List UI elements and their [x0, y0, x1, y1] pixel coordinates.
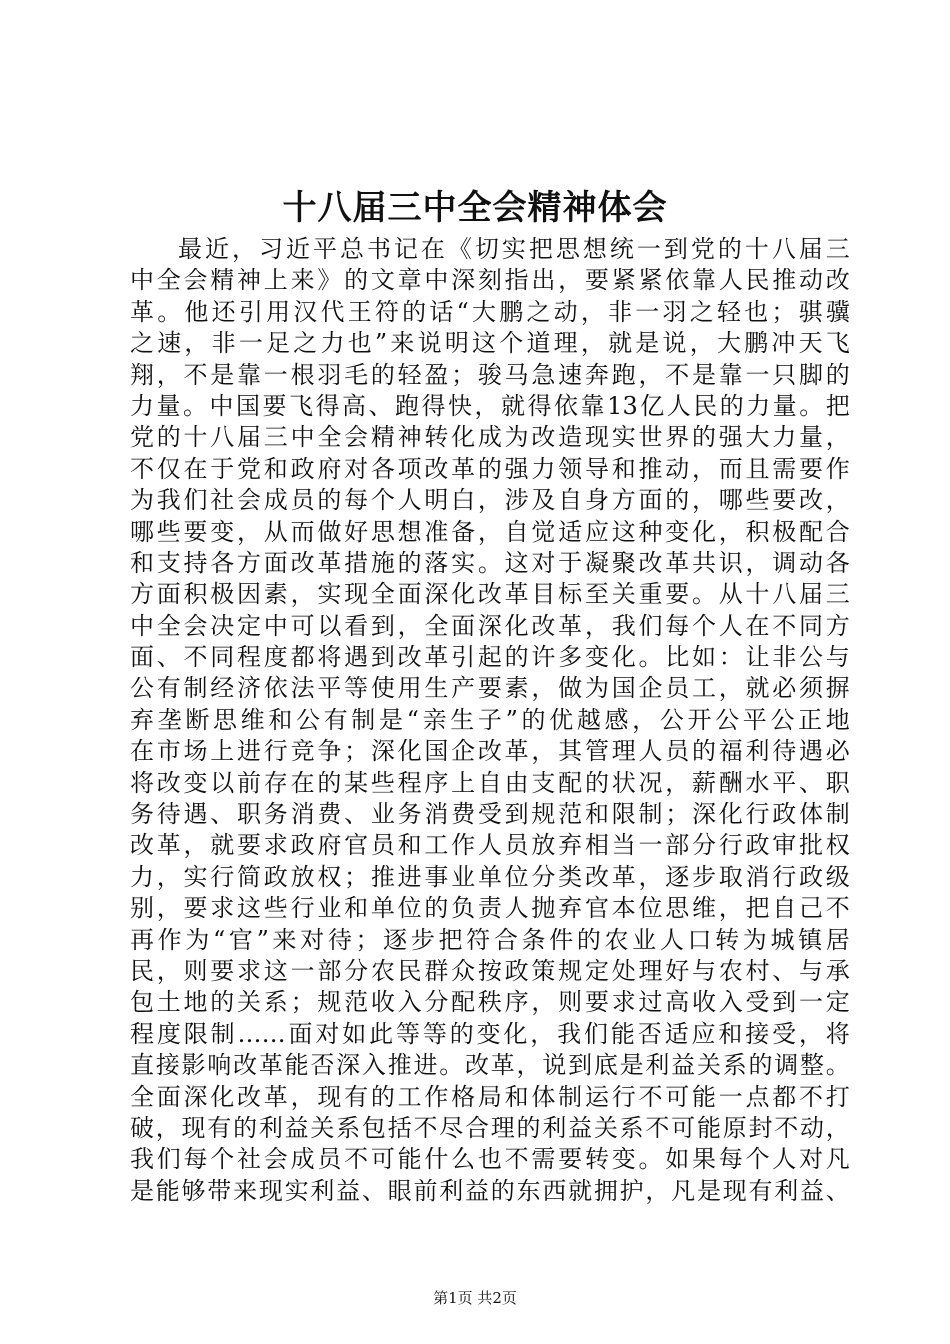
paragraph-line: 程度限制……面对如此等等的变化，我们能否适应和接受，将	[130, 1019, 850, 1048]
paragraph-line: 不仅在于党和政府对各项改革的强力领导和推动，而且需要作	[130, 454, 850, 483]
paragraph-line: 直接影响改革能否深入推进。改革，说到底是利益关系的调整。	[130, 1051, 850, 1080]
paragraph-line: 方面积极因素，实现全面深化改革目标至关重要。从十八届三	[130, 580, 850, 609]
paragraph-line: 改革，就要求政府官员和工作人员放弃相当一部分行政审批权	[130, 831, 850, 860]
paragraph-line: 公有制经济依法平等使用生产要素，做为国企员工，就必须摒	[130, 674, 850, 703]
paragraph-line: 翔，不是靠一根羽毛的轻盈；骏马急速奔跑，不是靠一只脚的	[130, 360, 850, 389]
body-paragraph	[130, 234, 850, 1207]
paragraph-line: 包土地的关系；规范收入分配秩序，则要求过高收入受到一定	[130, 988, 850, 1017]
paragraph-line: 再作为“官”来对待；逐步把符合条件的农业人口转为城镇居	[130, 925, 850, 954]
paragraph-line: 为我们社会成员的每个人明白，涉及自身方面的，哪些要改，	[130, 486, 850, 515]
paragraph-line: 力量。中国要飞得高、跑得快，就得依靠13亿人民的力量。把	[130, 391, 850, 420]
paragraph-line: 是能够带来现实利益、眼前利益的东西就拥护，凡是现有利益、	[130, 1176, 850, 1205]
paragraph-line: 党的十八届三中全会精神转化成为改造现实世界的强大力量，	[130, 423, 850, 452]
paragraph-line: 中全会精神上来》的文章中深刻指出，要紧紧依靠人民推动改	[130, 266, 850, 295]
paragraph-line: 民，则要求这一部分农民群众按政策规定处理好与农村、与承	[130, 956, 850, 985]
paragraph-line: 哪些要变，从而做好思想准备，自觉适应这种变化，积极配合	[130, 517, 850, 546]
paragraph-line: 弃垄断思维和公有制是“亲生子”的优越感，公开公平公正地	[130, 705, 850, 734]
paragraph-line: 破，现有的利益关系包括不尽合理的利益关系不可能原封不动，	[130, 1113, 850, 1142]
paragraph-line: 全面深化改革，现有的工作格局和体制运行不可能一点都不打	[130, 1082, 850, 1111]
paragraph-line: 力，实行简政放权；推进事业单位分类改革，逐步取消行政级	[130, 862, 850, 891]
paragraph-line: 和支持各方面改革措施的落实。这对于凝聚改革共识，调动各	[130, 548, 850, 577]
paragraph-line: 最近，习近平总书记在《切实把思想统一到党的十八届三	[178, 235, 850, 263]
paragraph-line: 务待遇、职务消费、业务消费受到规范和限制；深化行政体制	[130, 800, 850, 829]
page-footer: 第1页 共2页	[433, 1289, 517, 1307]
paragraph-line: 在市场上进行竞争；深化国企改革，其管理人员的福利待遇必	[130, 737, 850, 766]
paragraph-line: 将改变以前存在的某些程序上自由支配的状况，薪酬水平、职	[130, 768, 850, 797]
paragraph-line: 别，要求这些行业和单位的负责人抛弃官本位思维，把自己不	[130, 894, 850, 923]
paragraph-line: 革。他还引用汉代王符的话“大鹏之动，非一羽之轻也；骐骥	[130, 297, 850, 326]
paragraph-line: 之速，非一足之力也”来说明这个道理，就是说，大鹏冲天飞	[130, 329, 850, 358]
paragraph-line: 中全会决定中可以看到，全面深化改革，我们每个人在不同方	[130, 611, 850, 640]
document-title: 十八届三中全会精神体会	[282, 188, 668, 228]
paragraph-line: 面、不同程度都将遇到改革引起的许多变化。比如：让非公与	[130, 643, 850, 672]
paragraph-line: 我们每个社会成员不可能什么也不需要转变。如果每个人对凡	[130, 1145, 850, 1174]
